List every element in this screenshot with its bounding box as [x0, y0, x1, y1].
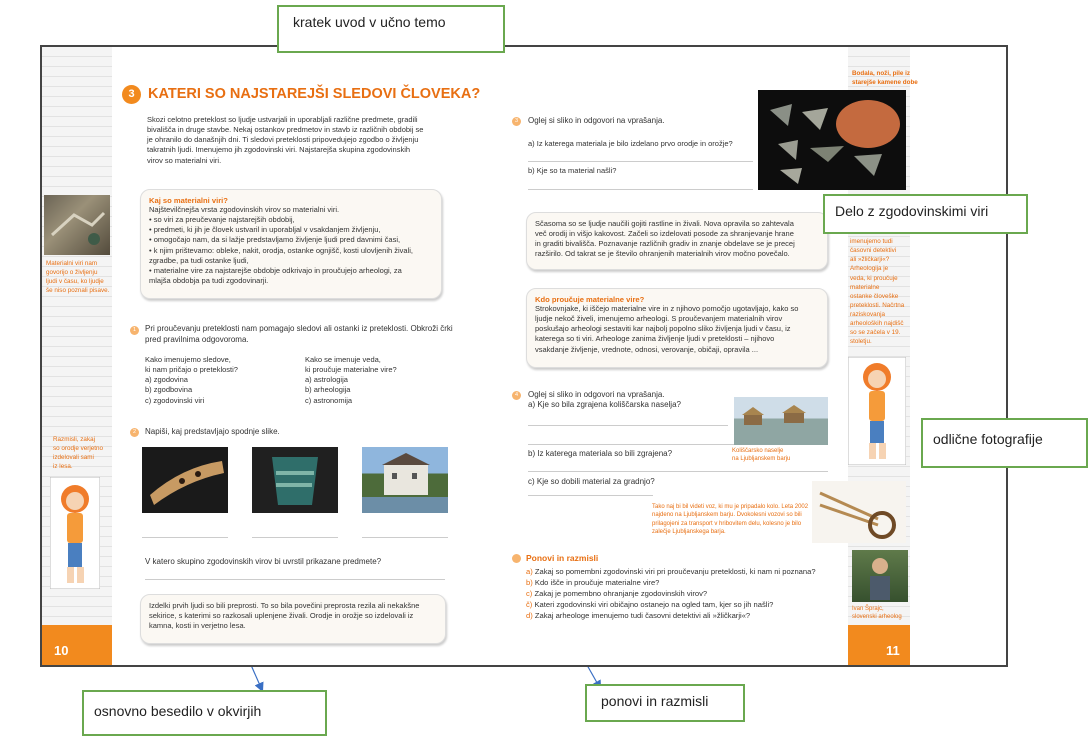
materialni-viri-box: Kaj so materialni viri? Najštevilčnejša vrsta zgodovinskih virov so materialni viri. • so viri za preučevanje najstarejših obdobij, • predmeti, ki jih je človek ustvaril in uporabljal v vsakdanjem življenju, • omogočajo nam, da si lažje predstavljamo življenje ljudi pred davnimi časi, • k njim prištevamo: obleke, nakit, orodja, ostanke ognjišč, kosti ulovljenih živali, zgradbe, pa tudi ostanke ljudi, • materialne vire za najstarejše obdobje odkrivajo in proučujejo arheologi, za mlajša obdobja pa tudi zgodovinarji.: [140, 189, 442, 299]
detective-caption: imenujemo tudi časovni detektivi ali »žličkarji«? Arheologija je veda, ki proučuje materialne ostanke človeške preteklosti. Načrtna raziskovanja arheoloških najdišč so se začela v 19. stoletju.: [850, 238, 905, 346]
left-page-footer: [42, 625, 112, 665]
bones-icon: [44, 195, 110, 255]
wheel-cart-photo: [812, 481, 906, 543]
archaeologists-box: Kdo proučuje materialne vire? Strokovnjake, ki iščejo materialne vire in z njihovo pomočjo ugotavljajo, kako so ljudje nekoč živeli, imenujemo arheologi. S proučevanjem materialnih virov poskušajo arheologi sestaviti kar najbolj popolno sliko življenja ljudi v času, iz katerega so ti viri. Arheologe zanima življenje ljudi v preteklosti – njihovo vsakdanje življenje, vrednote, odnosi, verovanje, običaji, opravila ...: [526, 288, 828, 368]
review-title: Ponovi in razmisli: [526, 553, 599, 563]
option-1c[interactable]: c) zgodovinski viri: [145, 395, 205, 405]
review-item: b) Kdo išče in proučuje materialne vire?: [526, 578, 660, 587]
page-title: KATERI SO NAJSTAREJŠI SLEDOVI ČLOVEKA?: [148, 86, 481, 102]
exercise-1-column-2: Kako se imenuje veda, ki proučuje materialne vire? a) astrologija b) arheologija c) astronomija: [305, 355, 397, 405]
answer-line[interactable]: [362, 537, 448, 538]
exercise-number-2: 2: [130, 428, 139, 437]
callout-intro: kratek uvod v učno temo: [277, 5, 505, 53]
exercise-2-text: Napiši, kaj predstavljajo spodnje slike.: [145, 427, 280, 436]
stone-tools-photo: [758, 90, 906, 190]
exercise-4-c: c) Kje so dobili material za gradnjo?: [528, 477, 655, 486]
exercise-3-a: a) Iz katerega materiala je bilo izdelano prvo orodje in orožje?: [528, 139, 733, 148]
archaeologist-caption: Ivan Šprajc, slovenski arheolog: [852, 606, 902, 621]
exercise-2-question: V katero skupino zgodovinskih virov bi uvrstil prikazane predmete?: [145, 557, 382, 566]
exercise-number-3: 3: [512, 117, 521, 126]
exercise-3-b: b) Kje so ta material našli?: [528, 166, 617, 175]
review-item: a) Zakaj so pomembni zgodovinski viri pri proučevanju preteklosti, ki nam ni poznana?: [526, 567, 816, 576]
review-item: c) Zakaj je pomembno ohranjanje zgodovinskih virov?: [526, 589, 708, 598]
exercise-3-text: Oglej si sliko in odgovori na vprašanja.: [528, 116, 665, 125]
skeleton-photo: [44, 195, 110, 255]
answer-line[interactable]: [145, 579, 445, 580]
pile-dwelling-photo: [734, 397, 828, 445]
callout-sources: Delo z zgodovinskimi viri: [823, 194, 1028, 234]
village-caption: Koliščarsko naselje na Ljubljanskem barju: [732, 448, 791, 463]
right-page-footer: [848, 625, 910, 665]
cart-icon: [812, 481, 906, 543]
callout-review: ponovi in razmisli: [585, 684, 745, 722]
callout-boxes: osnovno besedilo v okvirjih: [82, 690, 327, 736]
vessel-photo: [252, 447, 338, 513]
review-icon: [512, 554, 521, 563]
exercise-1-column-1: Kako imenujemo sledove, ki nam pričajo o preteklosti? a) zgodovina b) zgodbovina c) zgodovinski viri: [145, 355, 238, 405]
option-1a[interactable]: a) zgodovina: [145, 375, 188, 385]
agriculture-box: Sčasoma so se ljudje naučili gojiti rastline in živali. Nova opravila so zahtevala več orodij in višjo kakovost. Začeli so izdelovati posode za shranjevanje hrane in graditi bivališča. Poznavanje različnih gradiv in znanje obdelave se je precej razširilo. Od takrat se je število ohranjenih materialnih virov močno povečalo.: [526, 212, 828, 270]
chapter-number-badge: 3: [122, 85, 141, 104]
exercise-4-b: b) Iz katerega materiala so bili zgrajena?: [528, 449, 673, 458]
exercise-4-text: Oglej si sliko in odgovori na vprašanja.: [528, 390, 665, 399]
box-title: Kaj so materialni viri?: [149, 196, 228, 205]
bone-flute-icon: [142, 447, 228, 513]
answer-line[interactable]: [528, 471, 828, 472]
textbook-spread: [40, 45, 1008, 667]
exercise-1-text: Pri proučevanju preteklosti nam pomagajo sledovi ali ostanki iz preteklosti. Obkroži črki pred pravilnima odgovoroma.: [145, 324, 453, 344]
castle-icon: [362, 447, 448, 513]
stone-tools-icon: [758, 90, 906, 190]
exercise-number-4: 4: [512, 391, 521, 400]
intro-text: Skozi celotno preteklost so ljudje ustvarjali in uporabljali različne predmete, gradili bivališča in druge stavbe. Nekaj ostankov predmetov in stavb iz različnih obdobij se je ohranilo do današnjih dni. Ti sledovi preteklosti pripovedujejo zgodbo o življenju takratnih ljudi. Imenujemo jih zgodovinski viri. Najstarejša skupina zgodovinskih virov so materialni viri.: [147, 115, 424, 165]
option-2c[interactable]: c) astronomija: [305, 395, 353, 405]
page-number-right: 11: [886, 643, 900, 658]
answer-line[interactable]: [252, 537, 338, 538]
option-2a[interactable]: a) astrologija: [305, 375, 348, 385]
first-tools-box: Izdelki prvih ljudi so bili preprosti. To so bila povečini preprosta rezila ali nekakšne sekirice, s katerimi so razkosali uplenjene živali. Orodje in orožje so izdelovali iz kamna, kosti in verjetno lesa.: [140, 594, 446, 644]
wheel-caption: Tako naj bi bil videti voz, ki mu je pripadalo kolo. Leta 2002 najdeno na Ljubljanskem barju. Dvokolesni vozovi so bili prilagojeni za transport v hribovitem delu, kolesno je bilo zalečje Ljubljanskega barja.: [652, 504, 809, 536]
answer-line[interactable]: [142, 537, 228, 538]
exercise-4-a: a) Kje so bila zgrajena koliščarska naselja?: [528, 400, 681, 409]
pile-village-icon: [734, 397, 828, 445]
cartoon-girl-left: [50, 477, 100, 589]
archaeologist-photo: [852, 550, 908, 602]
answer-line[interactable]: [528, 425, 728, 426]
review-item: č) Kateri zgodovinski viri običajno ostanejo na ogled tam, kjer so jih našli?: [526, 600, 774, 609]
castle-photo: [362, 447, 448, 513]
answer-line[interactable]: [528, 189, 753, 190]
review-list: [526, 566, 816, 621]
page-number-left: 10: [54, 643, 69, 658]
cartoon-girl-right: [848, 357, 906, 465]
option-1b[interactable]: b) zgodbovina: [145, 385, 193, 395]
outer-margin: [910, 47, 1006, 665]
flute-photo: [142, 447, 228, 513]
skeleton-caption: Materialni viri nam govorijo o življenju ljudi v času, ko ljudje še niso poznali pisave.: [46, 260, 110, 295]
answer-line[interactable]: [528, 161, 753, 162]
answer-line[interactable]: [528, 495, 653, 496]
exercise-number-1: 1: [130, 326, 139, 335]
person-icon: [852, 550, 908, 602]
situla-icon: [252, 447, 338, 513]
box-title: Kdo proučuje materialne vire?: [535, 295, 645, 304]
stone-tools-caption: Bodala, noži, pile iz starejše kamene dobe: [852, 70, 918, 87]
girl-caption-left: Razmisli, zakaj so orodje verjetno izdelovali sami iz lesa.: [53, 436, 104, 471]
callout-photos: odlične fotografije: [921, 418, 1088, 468]
review-item: d) Zakaj arheologe imenujemo tudi časovni detektivi ali »žličkarji«?: [526, 611, 751, 620]
option-2b[interactable]: b) arheologija: [305, 385, 351, 395]
